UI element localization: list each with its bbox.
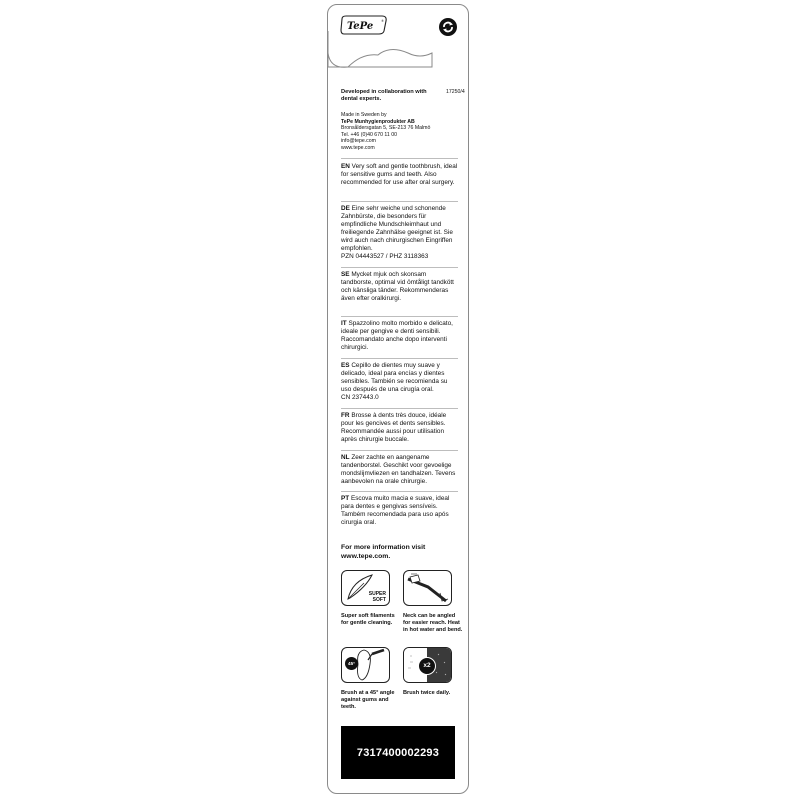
divider: [341, 450, 458, 451]
manufacturer-info: [341, 112, 461, 151]
company-phone: Tel. +46 (0)40 670 11 00: [341, 131, 397, 138]
lang-text: Mycket mjuk och skonsam tandborste, optimal vid ömtåligt tandkött och känsliga tänder. Rekommenderas även efter oralkirurgi.: [341, 271, 454, 302]
neck-angle-panel: [403, 570, 452, 606]
lang-text: Escova muito macia e suave, ideal para dentes e gengivas sensíveis. Também recomendada para uso após cirurgia oral.: [341, 495, 450, 526]
company-name: TePe Munhygienprodukter AB: [341, 118, 415, 125]
lang-code: IT: [341, 320, 347, 327]
tepe-logo: [340, 15, 388, 35]
bent-brush-icon: [404, 571, 451, 605]
barcode-block: [341, 726, 455, 779]
divider: [341, 408, 458, 409]
lang-code: EN: [341, 163, 350, 170]
divider: [341, 201, 458, 202]
lang-code: PT: [341, 495, 350, 502]
lang-code: FR: [341, 412, 350, 419]
twice-badge: x2: [418, 657, 436, 675]
super-soft-panel: [341, 570, 390, 606]
lang-block-nl: [341, 454, 458, 486]
barcode-number: 7317400002293: [356, 746, 440, 759]
lang-block-en: [341, 163, 458, 187]
lang-block-se: [341, 271, 458, 303]
lang-block-es: [341, 362, 458, 402]
lang-text: Cepillo de dientes muy suave y delicado, ideal para encías y dientes sensibles. También se recomienda su uso después de una cirugía oral.: [341, 362, 448, 393]
divider: [341, 491, 458, 492]
lang-block-de: [341, 205, 458, 261]
lang-code: SE: [341, 271, 350, 278]
twice-daily-panel: [403, 647, 452, 683]
lang-code: ES: [341, 362, 350, 369]
divider: [341, 267, 458, 268]
lang-text: Very soft and gentle toothbrush, ideal for sensitive gums and teeth. Also recommended for use after oral surgery.: [341, 163, 458, 186]
lang-text: Spazzolino molto morbido e delicato, ideale per gengive e denti sensibili. Raccomandato anche dopo interventi chirurgici.: [341, 320, 453, 351]
lang-text: Zeer zachte en aangename tandenborstel. Geschikt voor gevoelige mondslijmvliezen en tandhalzen. Tevens aanbevolen na orale chirurgie.: [341, 454, 456, 485]
company-address: Bronsåldersgatan 5, SE-213 76 Malmö: [341, 125, 431, 131]
pzn-code: PZN 04443527 / PHZ 3118363: [341, 253, 429, 260]
more-info-text: For more information visit www.tepe.com.: [341, 544, 426, 560]
neck-angle-caption: Neck can be angled for easier reach. Heat in hot water and bend.: [403, 613, 463, 633]
brush-angle-caption: Brush at a 45° angle against gums and teeth.: [341, 690, 395, 710]
made-in-line: Made in Sweden by: [341, 112, 387, 118]
lang-block-pt: [341, 495, 458, 527]
product-code: 17250/4: [446, 89, 465, 95]
divider: [341, 358, 458, 359]
lang-text: Brosse à dents très douce, idéale pour les gencives et dents sensibles. Recommandée aussi pour utilisation après chirurgie buccale.: [341, 412, 447, 443]
angle-badge: 45°: [345, 657, 358, 670]
developed-text: Developed in collaboration with dental experts.: [341, 89, 427, 103]
lang-text: Eine sehr weiche und schonende Zahnbürste, die besonders für empfindliche Mundschleimhaut und freiliegende Zahnhälse geeignet ist. Sie wird auch nach chirurgischen Eingriffen empfohlen.: [341, 205, 453, 252]
divider: [341, 158, 458, 159]
recycle-icon: [438, 17, 458, 37]
lang-block-it: [341, 320, 458, 352]
super-soft-label: SUPER SOFT: [368, 591, 386, 603]
packaging-card: [327, 4, 469, 794]
lang-code: DE: [341, 205, 350, 212]
company-email: info@tepe.com: [341, 138, 376, 144]
lang-block-fr: [341, 412, 458, 444]
lang-code: NL: [341, 454, 350, 461]
cn-code: CN 237443.0: [341, 394, 379, 401]
brush-angle-panel: [341, 647, 390, 683]
divider: [341, 316, 458, 317]
super-soft-caption: Super soft filaments for gentle cleaning.: [341, 613, 395, 626]
company-web: www.tepe.com: [341, 144, 375, 151]
svg-text:TePe: TePe: [347, 21, 374, 32]
twice-daily-caption: Brush twice daily.: [403, 690, 451, 696]
svg-text:®: ®: [381, 19, 384, 23]
